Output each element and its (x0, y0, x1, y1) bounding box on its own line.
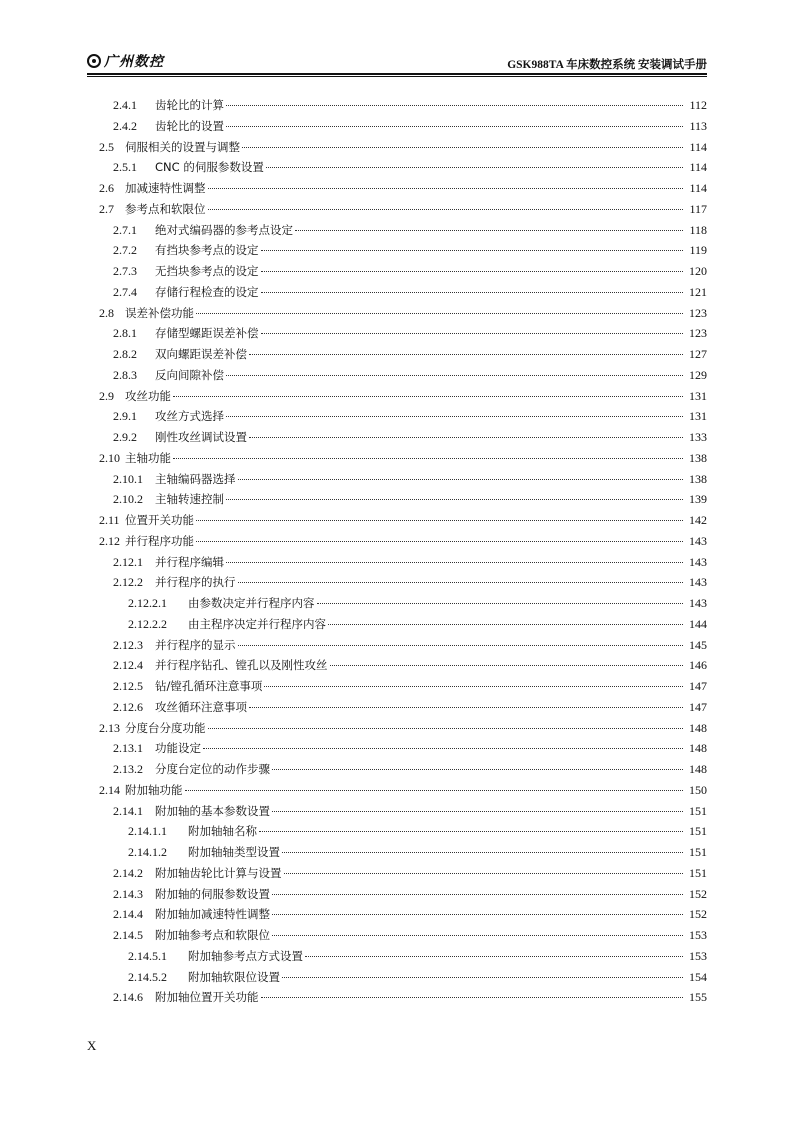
toc-entry[interactable] (87, 884, 707, 905)
gsk-logo-icon (87, 54, 101, 68)
toc-entry[interactable] (87, 386, 707, 407)
toc-entry[interactable] (87, 655, 707, 676)
toc-entry[interactable] (87, 697, 707, 718)
toc-entry[interactable] (87, 925, 707, 946)
toc-entry[interactable] (87, 759, 707, 780)
toc-leader-dots (249, 354, 683, 355)
toc-leader-dots (272, 914, 683, 915)
toc-entry-page: 151 (689, 803, 707, 818)
toc-entry-title: 有挡块参考点的设定 (155, 243, 259, 258)
toc-entry-number: 2.14.4 (113, 907, 143, 922)
logo-text: 广州数控 (104, 54, 164, 70)
toc-entry-page: 123 (689, 305, 707, 320)
toc-entry-title: 附加轴参考点方式设置 (188, 948, 303, 963)
toc-entry-number: 2.8.2 (113, 347, 137, 361)
toc-entry-title: 主轴编码器选择 (155, 471, 236, 486)
toc-entry-title: 并行程序的执行 (155, 575, 236, 590)
toc-leader-dots (242, 147, 683, 148)
toc-entry-title: 存储型螺距误差补偿 (155, 326, 259, 341)
toc-entry-number: 2.14.1 (113, 803, 143, 818)
toc-entry-page: 147 (689, 699, 707, 714)
toc-leader-dots (261, 292, 684, 293)
toc-leader-dots (226, 416, 683, 417)
toc-entry[interactable] (87, 137, 707, 158)
toc-entry-number: 2.14 (99, 782, 120, 797)
toc-entry-number: 2.6 (99, 181, 114, 195)
toc-entry-number: 2.14.6 (113, 990, 143, 1005)
toc-entry-number: 2.13.1 (113, 741, 143, 756)
toc-leader-dots (196, 541, 683, 542)
toc-entry-title: 攻丝功能 (125, 388, 171, 403)
toc-entry-title: 刚性攻丝调试设置 (155, 430, 247, 444)
toc-entry-number: 2.12.2.1 (128, 596, 167, 610)
toc-leader-dots (261, 333, 684, 334)
toc-leader-dots (238, 582, 684, 583)
toc-leader-dots (272, 811, 683, 812)
toc-entry-number: 2.14.2 (113, 865, 143, 880)
toc-entry-page: 142 (689, 513, 707, 527)
toc-entry-page: 150 (689, 782, 707, 797)
toc-entry-number: 2.14.1.2 (128, 845, 167, 859)
toc-entry-page: 143 (689, 554, 707, 569)
toc-entry[interactable] (87, 365, 707, 386)
toc-entry[interactable] (87, 780, 707, 801)
toc-leader-dots (328, 624, 683, 625)
toc-entry-number: 2.14.3 (113, 886, 143, 901)
toc-leader-dots (259, 831, 683, 832)
toc-entry-page: 143 (689, 596, 707, 610)
toc-entry[interactable] (87, 531, 707, 552)
toc-entry-number: 2.12.3 (113, 637, 143, 652)
toc-leader-dots (226, 375, 683, 376)
toc-entry-number: 2.7.3 (113, 264, 137, 278)
toc-entry-number: 2.4.2 (113, 118, 137, 133)
toc-entry-number: 2.12.1 (113, 554, 143, 569)
toc-entry-page: 145 (689, 637, 707, 652)
toc-entry-title: 绝对式编码器的参考点设定 (155, 222, 293, 237)
toc-entry[interactable] (87, 842, 707, 863)
toc-entry-title: 由参数决定并行程序内容 (188, 596, 315, 610)
toc-entry-page: 148 (689, 741, 707, 756)
toc-entry-page: 119 (689, 243, 707, 258)
toc-entry-page: 121 (689, 284, 707, 299)
toc-entry-page: 133 (689, 430, 707, 444)
toc-entry-number: 2.7.1 (113, 222, 137, 237)
toc-entry-page: 152 (689, 907, 707, 922)
toc-leader-dots (266, 167, 683, 168)
toc-entry-title: 并行程序功能 (125, 533, 194, 548)
toc-entry[interactable] (87, 510, 707, 531)
toc-leader-dots (238, 645, 684, 646)
toc-entry-page: 144 (689, 616, 707, 631)
toc-entry-title: 并行程序钻孔、镗孔以及刚性攻丝 (155, 658, 328, 673)
toc-leader-dots (226, 499, 683, 500)
toc-entry-number: 2.14.5 (113, 928, 143, 942)
toc-leader-dots (282, 977, 683, 978)
toc-entry-page: 151 (689, 865, 707, 880)
toc-leader-dots (226, 126, 683, 127)
toc-entry-page: 155 (689, 990, 707, 1005)
toc-leader-dots (226, 105, 683, 106)
toc-entry-page: 118 (689, 222, 707, 237)
toc-entry[interactable] (87, 220, 707, 241)
header-rule (87, 73, 707, 75)
toc-entry-title: 附加轴轴名称 (188, 824, 257, 839)
toc-entry-page: 131 (689, 409, 707, 424)
toc-entry[interactable] (87, 157, 707, 178)
toc-entry-title: 存储行程检查的设定 (155, 284, 259, 299)
toc-entry[interactable] (87, 95, 707, 116)
toc-entry-title: 附加轴齿轮比计算与设置 (155, 865, 282, 880)
toc-entry-page: 148 (689, 720, 707, 735)
toc-entry-page: 151 (689, 824, 707, 839)
toc-entry-number: 2.8.1 (113, 326, 137, 341)
toc-entry-page: 113 (689, 118, 707, 133)
toc-entry-title: 附加轴加减速特性调整 (155, 907, 270, 922)
table-of-contents (87, 95, 707, 1008)
toc-leader-dots (203, 748, 683, 749)
toc-entry[interactable] (87, 738, 707, 759)
toc-entry-number: 2.7 (99, 201, 114, 216)
toc-entry[interactable] (87, 946, 707, 967)
toc-entry-title: 攻丝方式选择 (155, 409, 224, 424)
toc-entry-number: 2.7.2 (113, 243, 137, 258)
toc-entry-title: 并行程序的显示 (155, 637, 236, 652)
toc-entry-number: 2.7.4 (113, 284, 137, 299)
toc-entry-page: 129 (689, 367, 707, 382)
toc-entry[interactable] (87, 614, 707, 635)
toc-entry-page: 148 (689, 762, 707, 776)
toc-leader-dots (261, 250, 684, 251)
toc-entry-number: 2.12 (99, 533, 120, 548)
toc-entry-title: 附加轴功能 (125, 782, 183, 797)
toc-entry-number: 2.11 (99, 513, 120, 527)
toc-leader-dots (208, 188, 684, 189)
toc-leader-dots (272, 769, 683, 770)
toc-entry-number: 2.10.1 (113, 471, 143, 486)
toc-entry[interactable] (87, 904, 707, 925)
toc-entry[interactable] (87, 427, 707, 448)
toc-entry-page: 123 (689, 326, 707, 341)
toc-entry-title: 无挡块参考点的设定 (155, 264, 259, 278)
toc-entry-title: 伺服相关的设置与调整 (125, 139, 240, 154)
toc-leader-dots (264, 686, 683, 687)
toc-entry-title: 功能设定 (155, 741, 201, 756)
toc-entry[interactable] (87, 572, 707, 593)
toc-entry-number: 2.12.2 (113, 575, 143, 590)
toc-entry-title: 反向间隙补偿 (155, 367, 224, 382)
toc-entry-number: 2.14.5.1 (128, 948, 167, 963)
toc-entry-number: 2.12.5 (113, 679, 143, 693)
toc-entry-page: 139 (689, 492, 707, 507)
toc-entry[interactable] (87, 116, 707, 137)
toc-leader-dots (173, 396, 683, 397)
toc-entry-number: 2.4.1 (113, 98, 137, 112)
toc-entry-page: 153 (689, 948, 707, 963)
toc-entry[interactable] (87, 448, 707, 469)
toc-entry-number: 2.12.2.2 (128, 616, 167, 631)
toc-entry-title: 由主程序决定并行程序内容 (188, 616, 326, 631)
toc-leader-dots (208, 728, 684, 729)
toc-entry-title: 齿轮比的计算 (155, 98, 224, 112)
toc-leader-dots (173, 458, 683, 459)
toc-leader-dots (196, 520, 683, 521)
toc-leader-dots (317, 603, 684, 604)
toc-entry-number: 2.13.2 (113, 762, 143, 776)
toc-entry-page: 131 (689, 388, 707, 403)
toc-entry-page: 138 (689, 471, 707, 486)
toc-entry-number: 2.8 (99, 305, 114, 320)
toc-entry-title: 参考点和软限位 (125, 201, 206, 216)
toc-leader-dots (226, 562, 683, 563)
toc-entry-title: 钻/镗孔循环注意事项 (155, 679, 263, 693)
toc-leader-dots (261, 271, 684, 272)
toc-entry-page: 127 (689, 347, 707, 361)
toc-entry[interactable] (87, 240, 707, 261)
toc-leader-dots (249, 437, 683, 438)
toc-entry-title: 位置开关功能 (125, 513, 194, 527)
header-rule-thin (87, 76, 707, 77)
toc-entry-title: 双向螺距误差补偿 (155, 347, 247, 361)
toc-entry-title: 附加轴的基本参数设置 (155, 803, 270, 818)
toc-entry-number: 2.8.3 (113, 367, 137, 382)
toc-leader-dots (208, 209, 684, 210)
toc-entry[interactable] (87, 199, 707, 220)
toc-entry-page: 154 (689, 969, 707, 984)
toc-entry[interactable] (87, 967, 707, 988)
toc-entry[interactable] (87, 489, 707, 510)
toc-entry[interactable] (87, 178, 707, 199)
toc-entry[interactable] (87, 344, 707, 365)
toc-entry-title: 加减速特性调整 (125, 181, 206, 195)
toc-entry-title: 附加轴的伺服参数设置 (155, 886, 270, 901)
toc-entry[interactable] (87, 552, 707, 573)
toc-entry-page: 143 (689, 575, 707, 590)
toc-entry[interactable] (87, 718, 707, 739)
toc-entry-page: 153 (689, 928, 707, 942)
gsk-logo (87, 52, 164, 70)
toc-entry-number: 2.13 (99, 720, 120, 735)
toc-entry-page: 151 (689, 845, 707, 859)
toc-entry-title: 附加轴软限位设置 (188, 969, 280, 984)
toc-entry[interactable] (87, 323, 707, 344)
toc-entry-number: 2.14.5.2 (128, 969, 167, 984)
toc-entry-number: 2.12.4 (113, 658, 143, 673)
toc-leader-dots (261, 997, 684, 998)
toc-entry[interactable] (87, 676, 707, 697)
toc-leader-dots (238, 479, 684, 480)
toc-leader-dots (282, 852, 683, 853)
toc-leader-dots (284, 873, 684, 874)
page-number: X (87, 1038, 97, 1053)
toc-entry-page: 120 (689, 264, 707, 278)
toc-entry-number: 2.5 (99, 139, 114, 154)
toc-entry[interactable] (87, 863, 707, 884)
toc-entry-page: 146 (689, 658, 707, 673)
toc-leader-dots (272, 935, 683, 936)
toc-entry[interactable] (87, 303, 707, 324)
toc-entry-number: 2.5.1 (113, 160, 137, 175)
toc-entry-title: 附加轴位置开关功能 (155, 990, 259, 1005)
toc-entry-title: 攻丝循环注意事项 (155, 699, 247, 714)
toc-leader-dots (295, 230, 683, 231)
toc-entry-page: 152 (689, 886, 707, 901)
toc-leader-dots (305, 956, 683, 957)
toc-entry-page: 143 (689, 533, 707, 548)
toc-entry[interactable] (87, 987, 707, 1008)
toc-leader-dots (272, 894, 683, 895)
toc-entry-title: 误差补偿功能 (125, 305, 194, 320)
toc-entry[interactable] (87, 821, 707, 842)
toc-entry-page: 117 (689, 201, 707, 216)
toc-entry-number: 2.14.1.1 (128, 824, 167, 839)
toc-entry-number: 2.9.1 (113, 409, 137, 424)
toc-leader-dots (185, 790, 684, 791)
toc-entry-title: 分度台分度功能 (125, 720, 206, 735)
toc-entry-page: 114 (689, 181, 707, 195)
toc-entry-number: 2.12.6 (113, 699, 143, 714)
toc-leader-dots (196, 313, 683, 314)
toc-entry-title: 齿轮比的设置 (155, 118, 224, 133)
page-header (87, 50, 707, 72)
toc-entry-title: CNC 的伺服参数设置 (155, 160, 264, 175)
toc-leader-dots (330, 665, 684, 666)
toc-entry[interactable] (87, 261, 707, 282)
toc-entry-page: 114 (689, 139, 707, 154)
toc-entry[interactable] (87, 469, 707, 490)
toc-entry[interactable] (87, 635, 707, 656)
toc-entry[interactable] (87, 406, 707, 427)
toc-entry-title: 附加轴轴类型设置 (188, 845, 280, 859)
toc-entry-number: 2.9.2 (113, 430, 137, 444)
toc-entry[interactable] (87, 593, 707, 614)
document-title: GSK988TA 车床数控系统 安装调试手册 (507, 59, 707, 71)
toc-entry[interactable] (87, 801, 707, 822)
toc-entry-page: 138 (689, 450, 707, 465)
toc-entry-page: 147 (689, 679, 707, 693)
toc-entry-title: 主轴转速控制 (155, 492, 224, 507)
toc-entry[interactable] (87, 282, 707, 303)
toc-entry-title: 并行程序编辑 (155, 554, 224, 569)
toc-entry-title: 主轴功能 (125, 450, 171, 465)
toc-entry-page: 114 (689, 160, 707, 175)
toc-entry-title: 附加轴参考点和软限位 (155, 928, 270, 942)
toc-leader-dots (249, 707, 683, 708)
toc-entry-number: 2.10 (99, 450, 120, 465)
toc-entry-title: 分度台定位的动作步骤 (155, 762, 270, 776)
toc-entry-page: 112 (689, 98, 707, 112)
toc-entry-number: 2.10.2 (113, 492, 143, 507)
toc-entry-number: 2.9 (99, 388, 114, 403)
